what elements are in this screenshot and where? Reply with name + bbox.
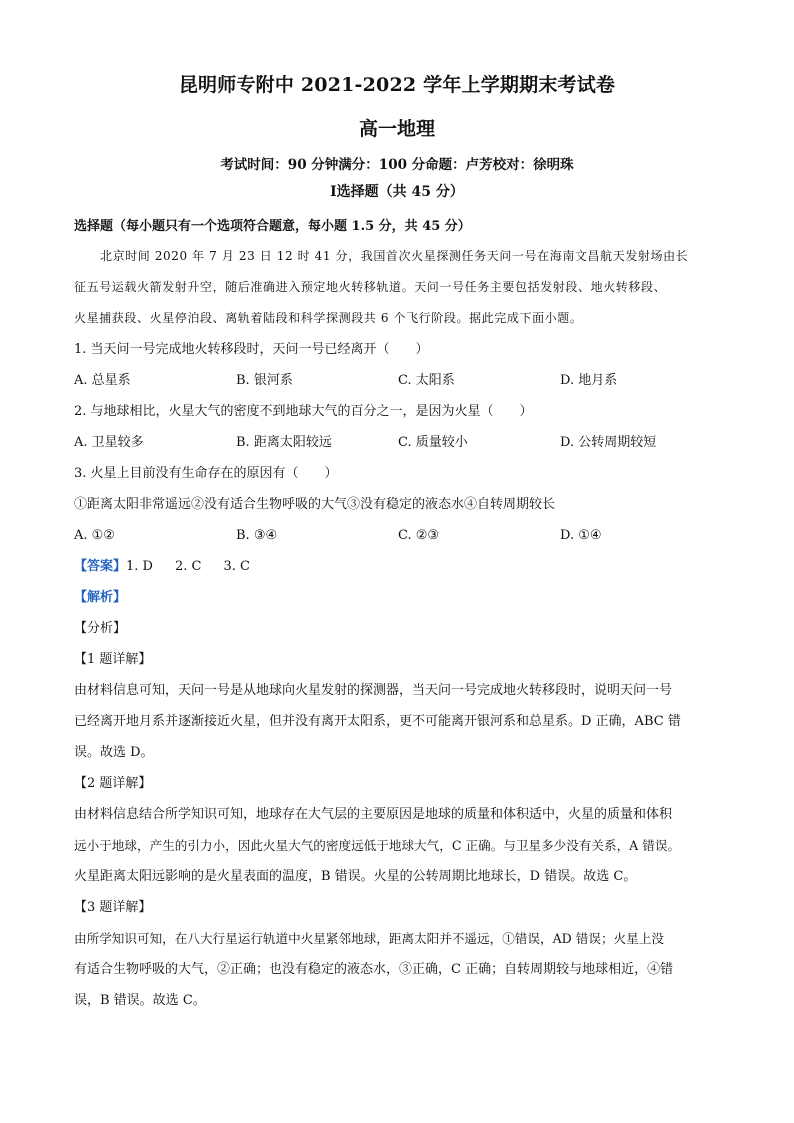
passage-line: 征五号运载火箭发射升空，随后准确进入预定地火转移轨道。天问一号任务主要包括发射段、地火转移段、 [74,280,667,294]
exam-meta: 考试时间：90 分钟满分：100 分命题：卢芳校对：徐明珠 [220,157,574,173]
analysis-label: 【解析】 [74,590,127,605]
intro-heading: 选择题（每小题只有一个选项符合题意，每小题 1.5 分，共 45 分） [74,219,471,234]
detail-line: 由所学知识可知，在八大行星运行轨道中火星紧邻地球，距离太阳并不遥远，①错误，AD 错误；火星上没 [74,931,664,946]
question-stem: 3. 火星上目前没有生命存在的原因有（ ） [74,466,338,481]
detail-2 [74,768,724,892]
question-options [74,365,724,396]
detail-line: 误。故选 D。 [74,745,154,760]
detail-line: 有适合生物呼吸的大气，②正确；也没有稳定的液态水，③正确，C 正确；自转周期较与地球相近，④错 [74,962,674,977]
detail-line: 由材料信息结合所学知识可知，地球存在大气层的主要原因是地球的质量和体积适中，火星的质量和体积 [74,807,673,822]
option-c: C. 质量较小 [398,435,468,450]
detail-line: 远小于地球，产生的引力小，因此火星大气的密度远低于地球大气，C 正确。与卫星多少没有关系，A 错误。 [74,838,681,853]
detail-line: 误，B 错误。故选 C。 [74,993,206,1008]
detail-label: 【3 题详解】 [74,900,152,915]
fenxi-label: 【分析】 [74,621,127,636]
detail-1 [74,644,724,768]
question-stem: 2. 与地球相比，火星大气的密度不到地球大气的百分之一，是因为火星（ ） [74,404,533,419]
passage [74,241,724,334]
passage-line: 北京时间 2020 年 7 月 23 日 12 时 41 分，我国首次火星探测任务天问一号在海南文昌航天发射场由长 [100,249,689,263]
option-a: A. 总星系 [74,373,131,388]
option-a: A. ①② [74,528,115,543]
option-b: B. ③④ [236,528,278,543]
question-statement: ①距离太阳非常遥远②没有适合生物呼吸的大气③没有稳定的液态水④自转周期较长 [74,497,556,512]
option-d: D. 地月系 [560,373,618,388]
detail-line: 已经离开地月系并逐渐接近火星，但并没有离开太阳系，更不可能离开银河系和总星系。D 正确，ABC 错 [74,714,681,729]
option-c: C. ②③ [398,528,440,543]
section-heading: Ⅰ选择题（共 45 分） [330,184,464,200]
answer-item: 3. C [223,559,250,574]
detail-3 [74,892,724,1016]
detail-line: 火星距离太阳远影响的是火星表面的温度，B 错误。火星的公转周期比地球长，D 错误。故选 C。 [74,869,637,884]
detail-label: 【1 题详解】 [74,652,152,667]
document-title: 昆明师专附中 2021-2022 学年上学期期末考试卷 [178,74,616,96]
option-a: A. 卫星较多 [74,435,144,450]
question-3 [74,458,724,551]
detail-line: 由材料信息可知，天问一号是从地球向火星发射的探测器，当天问一号完成地火转移段时，说明天问一号 [74,683,673,698]
option-d: D. 公转周期较短 [560,435,657,450]
answer-label: 【答案】 [74,559,127,574]
answer-item: 2. C [174,559,202,574]
option-c: C. 太阳系 [398,373,455,388]
option-b: B. 银河系 [236,373,293,388]
option-b: B. 距离太阳较远 [236,435,332,450]
document-body [74,211,724,1016]
answer-line [74,551,724,582]
option-d: D. ①④ [560,528,602,543]
question-options [74,520,724,551]
document-subtitle: 高一地理 [358,118,435,140]
question-stem: 1. 当天问一号完成地火转移段时，天问一号已经离开（ ） [74,342,429,357]
detail-label: 【2 题详解】 [74,776,152,791]
question-1 [74,334,724,396]
question-2 [74,396,724,458]
passage-line: 火星捕获段、火星停泊段、离轨着陆段和科学探测段共 6 个飞行阶段。据此完成下面小题。 [74,311,583,325]
question-options [74,427,724,458]
answer-item: 1. D [126,559,153,574]
